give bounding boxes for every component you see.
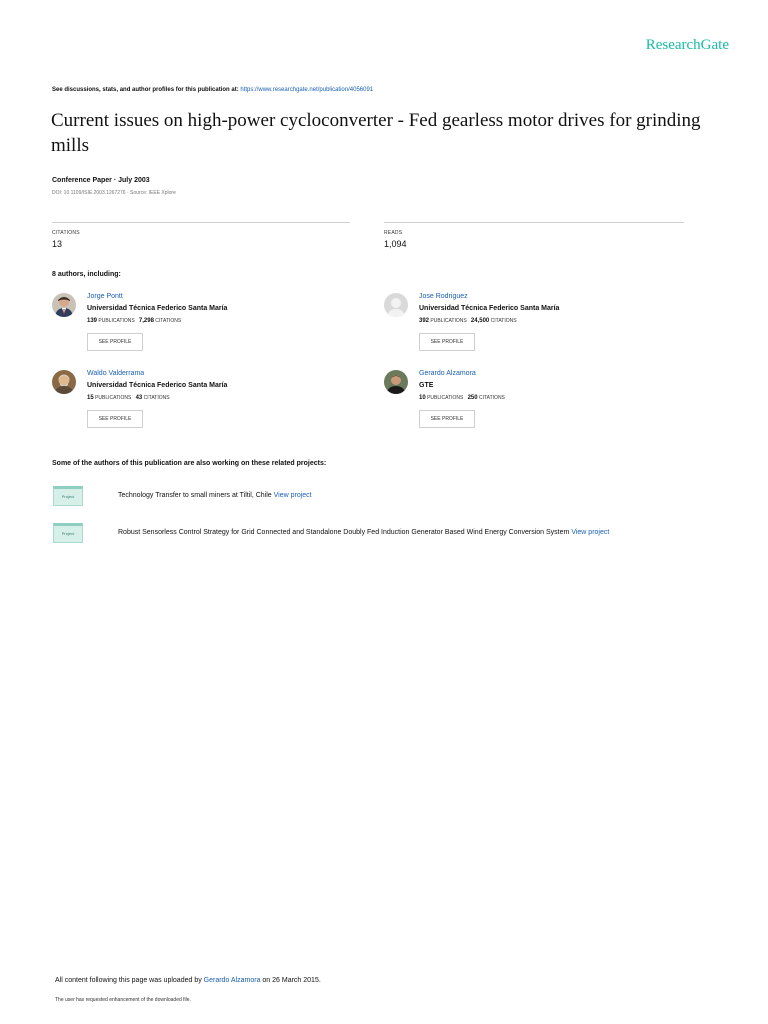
reads-label: READS	[384, 230, 403, 236]
uploader-link[interactable]: Gerardo Alzamora	[203, 977, 261, 984]
project-title: Robust Sensorless Control Strategy for Grid Connected and Standalone Doubly Fed Induction Generator Based Wind Energy Conversion System	[118, 529, 572, 536]
author-name-link[interactable]: Jorge Pontt	[87, 293, 123, 300]
avatar[interactable]	[52, 370, 76, 394]
author-card	[52, 370, 362, 430]
author-institution: Universidad Técnica Federico Santa María	[87, 382, 228, 389]
author-stats	[87, 395, 170, 401]
citations-count: 43	[135, 395, 143, 401]
author-name-link[interactable]: Waldo Valderrama	[87, 370, 145, 377]
see-profile-button[interactable]: SEE PROFILE	[419, 333, 475, 351]
author-stats	[419, 395, 505, 401]
citations-label: CITATIONS	[143, 395, 170, 401]
avatar[interactable]	[52, 293, 76, 317]
citations-label: CITATIONS	[52, 230, 80, 236]
author-name-link[interactable]: Gerardo Alzamora	[419, 370, 476, 377]
author-stats	[419, 318, 517, 324]
author-institution: Universidad Técnica Federico Santa María	[419, 305, 560, 312]
author-institution: GTE	[419, 382, 434, 389]
discussion-text: See discussions, stats, and author profiles for this publication at:	[52, 87, 241, 93]
avatar[interactable]	[384, 370, 408, 394]
publication-url-link[interactable]: https://www.researchgate.net/publication/4056091	[240, 87, 374, 93]
reads-divider	[384, 222, 684, 223]
researchgate-logo[interactable]: ResearchGate	[645, 37, 729, 53]
author-stats	[87, 318, 181, 324]
related-projects-heading: Some of the authors of this publication are also working on these related projects:	[52, 460, 327, 467]
author-card	[384, 370, 694, 430]
default-avatar-icon[interactable]	[384, 293, 408, 317]
upload-note	[55, 977, 321, 984]
paper-meta: Conference Paper · July 2003	[52, 177, 150, 184]
reads-value: 1,094	[384, 239, 407, 249]
citations-count: 24,500	[470, 318, 490, 324]
authors-heading: 8 authors, including:	[52, 271, 121, 278]
citations-label: CITATIONS	[478, 395, 505, 401]
discussion-line	[52, 87, 373, 93]
publications-label: PUBLICATIONS	[95, 395, 132, 401]
citations-label: CITATIONS	[490, 318, 517, 324]
see-profile-button[interactable]: SEE PROFILE	[87, 333, 143, 351]
upload-date: on 26 March 2015.	[260, 977, 321, 984]
project-item	[118, 492, 312, 499]
author-name-link[interactable]: Jose Rodriguez	[419, 293, 468, 300]
publications-count: 10	[419, 395, 426, 401]
author-card	[52, 293, 362, 353]
enhancement-note: The user has requested enhancement of the downloaded file.	[55, 997, 191, 1003]
publications-count: 15	[87, 395, 94, 401]
paper-title: Current issues on high-power cycloconverter - Fed gearless motor drives for grinding mills	[51, 110, 701, 156]
publications-label: PUBLICATIONS	[430, 318, 467, 324]
view-project-link[interactable]: View project	[273, 492, 312, 499]
publications-count: 392	[419, 318, 430, 324]
publications-label: PUBLICATIONS	[98, 318, 135, 324]
project-thumbnail-icon[interactable]: Project	[53, 523, 83, 543]
citations-value: 13	[52, 239, 63, 249]
author-institution: Universidad Técnica Federico Santa María	[87, 305, 228, 312]
publications-count: 139	[87, 318, 98, 324]
project-title: Technology Transfer to small miners at Tiltil, Chile	[118, 492, 274, 499]
citations-divider	[52, 222, 350, 223]
publications-label: PUBLICATIONS	[427, 395, 464, 401]
citations-count: 250	[467, 395, 478, 401]
citations-count: 7,298	[138, 318, 154, 324]
project-thumbnail-icon[interactable]: Project	[53, 486, 83, 506]
view-project-link[interactable]: View project	[571, 529, 610, 536]
see-profile-button[interactable]: SEE PROFILE	[87, 410, 143, 428]
paper-doi: DOI: 10.1109/ISIE.2003.1267276 · Source: IEEE Xplore	[52, 190, 176, 196]
citations-label: CITATIONS	[155, 318, 182, 324]
author-card	[384, 293, 694, 353]
upload-prefix: All content following this page was uploaded by	[55, 977, 204, 984]
see-profile-button[interactable]: SEE PROFILE	[419, 410, 475, 428]
project-item	[118, 529, 609, 536]
